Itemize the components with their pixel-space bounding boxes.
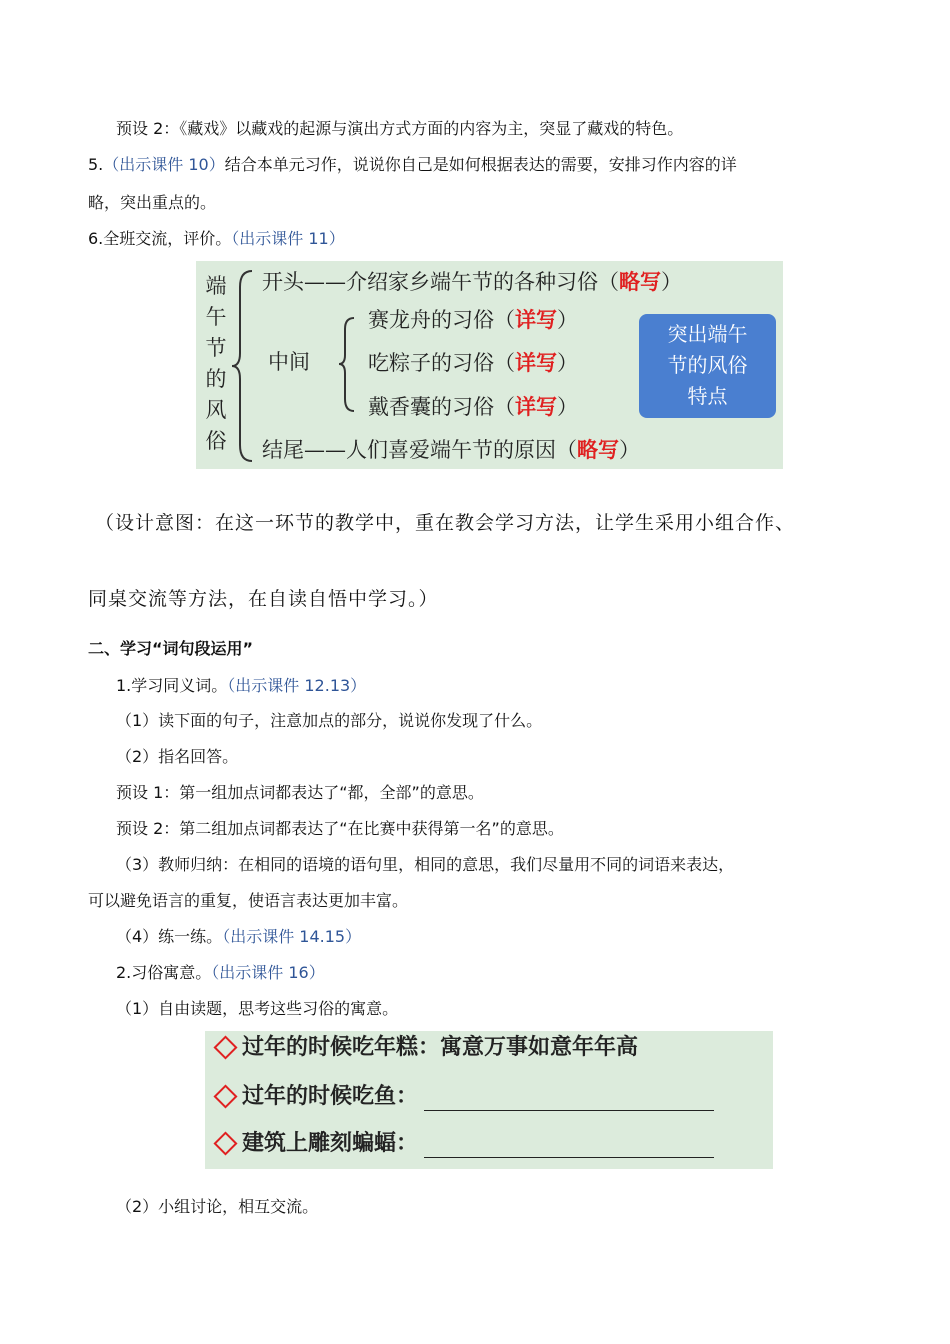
badge-line: 特点	[687, 384, 728, 408]
middle-item	[368, 307, 578, 333]
dragon-boat-outline-figure	[196, 261, 783, 469]
highlight-badge	[639, 314, 776, 418]
figure1-vertical-title	[204, 271, 228, 457]
close-paren: ）	[557, 395, 578, 419]
customs-meaning-figure	[205, 1031, 773, 1169]
middle-item	[368, 394, 578, 420]
step5-line	[88, 154, 737, 176]
middle-item-tag: 详写	[515, 394, 557, 419]
vertical-char: 的	[205, 367, 227, 391]
vertical-char: 风	[205, 398, 227, 422]
opening-tag: 略写	[619, 269, 661, 294]
s2-ref: （出示课件 16）	[211, 963, 325, 982]
step6-text: 6.全班交流，评价。	[88, 229, 232, 248]
middle-item-tag: 详写	[515, 307, 557, 332]
opening-line	[262, 269, 682, 295]
close-paren: ）	[557, 308, 578, 332]
s2-line	[116, 962, 325, 984]
middle-item-text: 赛龙舟的习俗（	[368, 308, 515, 332]
custom-row-text: 建筑上雕刻蝙蝠：	[242, 1130, 419, 1156]
outer-brace-icon	[230, 267, 256, 465]
close-paren: ）	[619, 438, 640, 462]
s1-p2: 预设 2：第二组加点词都表达了“在比赛中获得第一名”的意思。	[116, 819, 564, 838]
s1-q4-ref: （出示课件 14.15）	[222, 927, 362, 946]
s1-q3-cont: 可以避免语言的重复，使语言表达更加丰富。	[88, 891, 409, 910]
design-intent-1: （设计意图：在这一环节的教学中，重在教会学习方法，让学生采用小组合作、	[95, 512, 796, 534]
custom-row	[211, 1032, 638, 1062]
s2-q1: （1）自由读题，思考这些习俗的寓意。	[116, 999, 399, 1018]
s1-p1: 预设 1：第一组加点词都表达了“都，全部”的意思。	[116, 783, 484, 802]
design-intent-2: 同桌交流等方法，在自读自悟中学习。）	[88, 588, 439, 610]
step6-line	[88, 228, 345, 250]
opening-text: 开头——介绍家乡端午节的各种习俗（	[262, 270, 619, 294]
step5-ref: （出示课件 10）	[103, 155, 225, 174]
answer-blank	[424, 1137, 714, 1158]
middle-item-tag: 详写	[515, 350, 557, 375]
step5-text: 结合本单元习作，说说你自己是如何根据表达的需要，安排习作内容的详	[224, 155, 737, 174]
s1-line	[116, 675, 366, 697]
diamond-outline-icon	[213, 1084, 237, 1108]
middle-item	[368, 350, 578, 376]
vertical-char: 节	[205, 336, 227, 360]
s1-text: 1.学习同义词。	[116, 676, 228, 695]
custom-row	[211, 1128, 714, 1158]
s1-q4: （4）练一练。	[116, 927, 223, 946]
custom-row-text: 过年的时候吃鱼：	[242, 1083, 419, 1109]
vertical-char: 午	[205, 305, 227, 329]
vertical-char: 俗	[205, 429, 227, 453]
s1-q3: （3）教师归纳：在相同的语境的语句里，相同的意思，我们尽量用不同的词语来表达，	[116, 855, 735, 874]
custom-row	[211, 1081, 714, 1111]
custom-row-text: 过年的时候吃年糕：寓意万事如意年年高	[242, 1034, 639, 1060]
ending-tag: 略写	[577, 437, 619, 462]
middle-item-text: 吃粽子的习俗（	[368, 351, 515, 375]
badge-line: 突出端午	[667, 322, 748, 346]
step5-num: 5.	[88, 155, 104, 174]
middle-label: 中间	[268, 350, 310, 374]
step5-cont: 略，突出重点的。	[88, 193, 217, 212]
preset2-drama: 预设 2：《藏戏》以藏戏的起源与演出方式方面的内容为主，突显了藏戏的特色。	[116, 119, 684, 138]
s2-q2: （2）小组讨论，相互交流。	[116, 1197, 319, 1216]
s1-q2: （2）指名回答。	[116, 747, 239, 766]
badge-line: 节的风俗	[667, 353, 748, 377]
s1-q1: （1）读下面的句子，注意加点的部分，说说你发现了什么。	[116, 711, 543, 730]
middle-brace-icon	[336, 315, 358, 415]
diamond-outline-icon	[213, 1131, 237, 1155]
step6-ref: （出示课件 11）	[231, 229, 345, 248]
s2-text: 2.习俗寓意。	[116, 963, 212, 982]
s1-q4-line	[116, 926, 361, 948]
answer-blank	[424, 1090, 714, 1111]
vertical-char: 端	[205, 274, 227, 298]
section2-title: 二、学习“词句段运用”	[88, 639, 254, 658]
diamond-outline-icon	[213, 1035, 237, 1059]
ending-line	[262, 437, 640, 463]
middle-item-text: 戴香囊的习俗（	[368, 395, 515, 419]
close-paren: ）	[557, 351, 578, 375]
close-paren: ）	[661, 270, 682, 294]
s1-ref: （出示课件 12.13）	[227, 676, 367, 695]
ending-text: 结尾——人们喜爱端午节的原因（	[262, 438, 577, 462]
